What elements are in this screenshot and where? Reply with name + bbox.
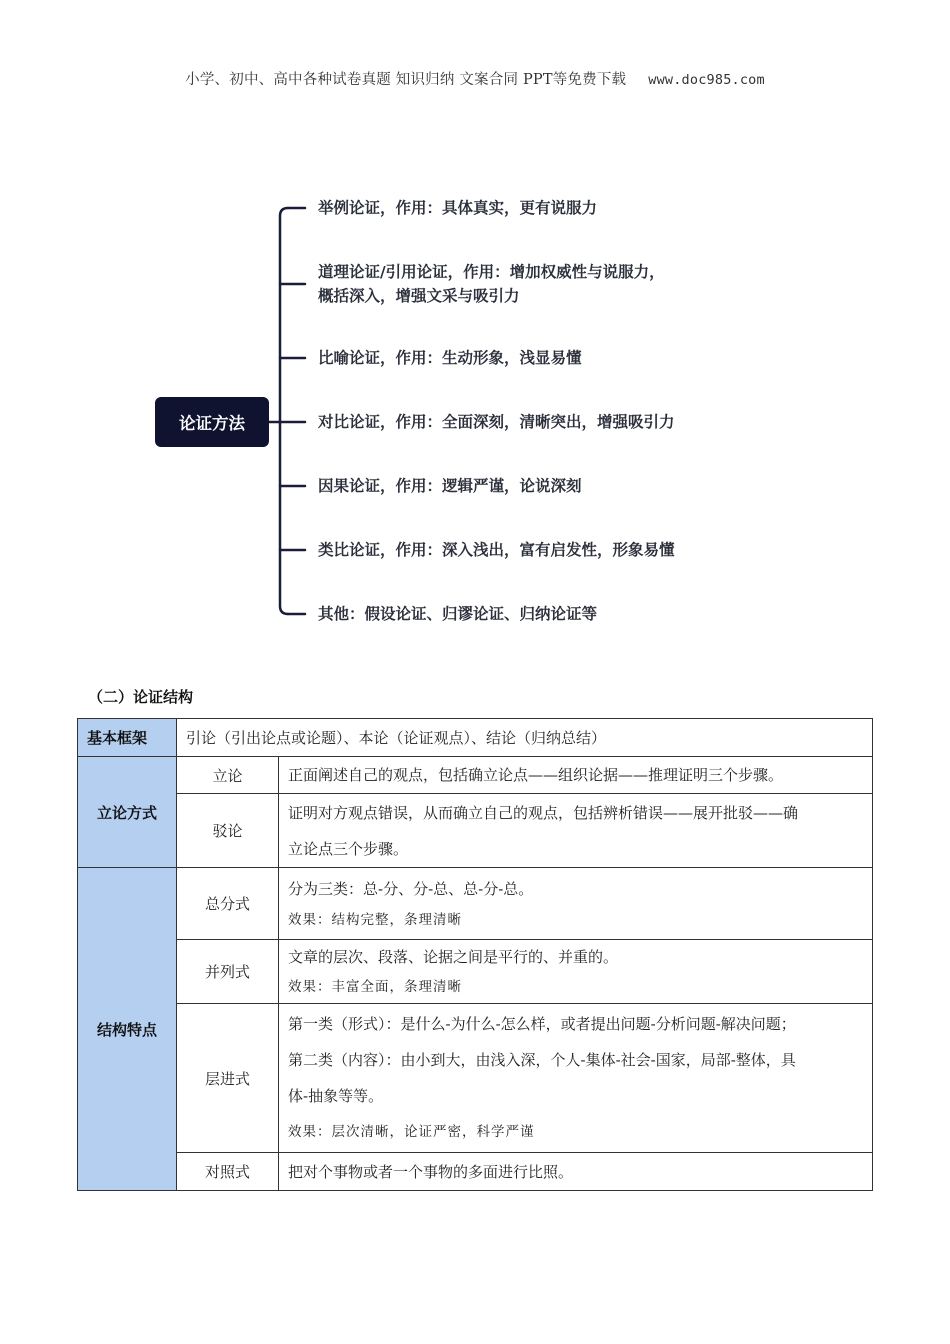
content-line: 分为三类：总-分、分-总、总-分-总。 xyxy=(288,879,534,898)
structure-table xyxy=(77,718,873,1191)
content-line: 立论点三个步骤。 xyxy=(288,839,409,858)
effect-text: 效果：层次清晰，论证严密，科学严谨 xyxy=(288,1124,535,1140)
row-content xyxy=(279,868,873,940)
effect-text: 效果：丰富全面，条理清晰 xyxy=(288,978,462,995)
row-name: 总分式 xyxy=(177,868,279,940)
branch-line: 因果论证，作用：逻辑严谨，论说深刻 xyxy=(318,477,582,495)
row-content xyxy=(279,1004,873,1153)
branch-line: 道理论证/引用论证，作用：增加权威性与说服力， xyxy=(318,263,665,281)
branch-metaphor xyxy=(318,346,582,370)
branch-line: 比喻论证，作用：生动形象，浅显易懂 xyxy=(318,349,582,367)
content-line: 正面阐述自己的观点，包括确立论点——组织论据——推理证明三个步骤。 xyxy=(288,766,784,784)
row-content xyxy=(279,940,873,1004)
branch-line: 类比论证，作用：深入浅出，富有启发性，形象易懂 xyxy=(318,541,675,559)
branch-line: 其他：假设论证、归谬论证、归纳论证等 xyxy=(318,605,598,623)
header-site: www.doc985.com xyxy=(648,72,765,88)
jiegou-label: 结构特点 xyxy=(78,868,177,1191)
table-row xyxy=(78,940,873,1004)
row-name: 层进式 xyxy=(177,1004,279,1153)
branch-other xyxy=(318,602,597,626)
row-content xyxy=(279,1153,873,1191)
basic-content: 引论（引出论点或论题）、本论（论证观点）、结论（归纳总结） xyxy=(177,719,873,757)
table-row xyxy=(78,794,873,868)
content-line: 第二类（内容）：由小到大，由浅入深，个人-集体-社会-国家，局部-整体，具 xyxy=(288,1051,796,1069)
table-row xyxy=(78,757,873,794)
row-content xyxy=(279,794,873,868)
effect-text: 效果：结构完整，条理清晰 xyxy=(288,911,462,928)
branch-reasoning xyxy=(318,260,665,308)
branch-example xyxy=(318,196,597,220)
row-name: 对照式 xyxy=(177,1153,279,1191)
branch-line: 概括深入，增强文采与吸引力 xyxy=(318,287,520,305)
connector-spine xyxy=(280,208,288,614)
table-row xyxy=(78,719,873,757)
branch-line: 对比论证，作用：全面深刻，清晰突出，增强吸引力 xyxy=(318,413,675,431)
content-line: 文章的层次、段落、论据之间是平行的、并重的。 xyxy=(288,947,619,966)
header-text: 小学、初中、高中各种试卷真题 知识归纳 文案合同 PPT等免费下载 xyxy=(185,72,627,88)
table-row xyxy=(78,868,873,940)
branch-causal xyxy=(318,474,582,498)
content-line: 证明对方观点错误，从而确立自己的观点，包括辨析错误——展开批驳——确 xyxy=(288,803,799,822)
content-line: 把对个事物或者一个事物的多面进行比照。 xyxy=(288,1162,574,1181)
table-row xyxy=(78,1004,873,1153)
row-name: 并列式 xyxy=(177,940,279,1004)
row-name: 驳论 xyxy=(177,794,279,868)
lilun-label: 立论方式 xyxy=(78,757,177,868)
row-name: 立论 xyxy=(177,757,279,794)
branch-analogy xyxy=(318,538,675,562)
branch-line: 举例论证，作用：具体真实，更有说服力 xyxy=(318,199,598,217)
mindmap-root: 论证方法 xyxy=(155,397,269,447)
content-line: 第一类（形式）：是什么-为什么-怎么样，或者提出问题-分析问题-解决问题； xyxy=(288,1015,796,1033)
section-title: （二）论证结构 xyxy=(88,688,194,706)
row-content xyxy=(279,757,873,794)
table-row xyxy=(78,1153,873,1191)
basic-label: 基本框架 xyxy=(78,719,177,757)
content-line: 体-抽象等等。 xyxy=(288,1087,384,1105)
branch-contrast xyxy=(318,410,675,434)
